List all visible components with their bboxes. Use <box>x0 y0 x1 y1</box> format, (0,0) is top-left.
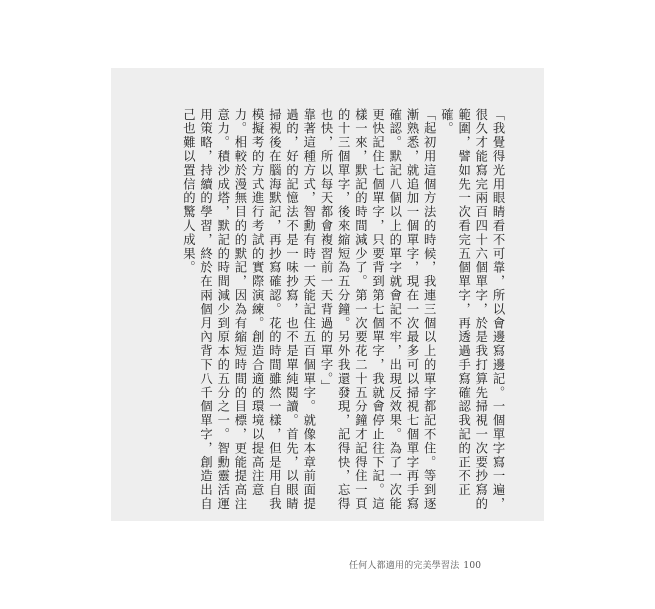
paragraph-2: 「起初用這個方法的時候，我連三個以上的單字都記不住。等到逐漸熟悉，就追加一個單字，現在一次最多可以掃視七個單字再手寫確認。默記八個以上的單字就會記不牢，出現反效果。為了一次能更快記住七個單字，只要背到第七個單字，我就會停止往下記。這樣一來，默記的時間減少了。第一次要花二十五分鐘才記得住一頁的十三個單字，後來縮短為五分鐘。另外我還發現，記得快，忘得也快，所以每天都會複習前一天背過的單字。」 <box>318 108 437 512</box>
page-panel <box>111 68 544 521</box>
body-text <box>179 108 506 520</box>
running-title: 任何人都適用的完美學習法 <box>349 561 460 571</box>
paragraph-1: 「我覺得光用眼睛看不可靠，所以會邊寫邊記。一個單字寫一遍，很久才能寫完兩百四十六個單字，於是我打算先掃視一次要抄寫的範圍，譬如先一次看完五個單字，再透過手寫確認我記的正不正確。 <box>439 108 505 512</box>
paragraph-3: 靠著這種方式，智勳有時一天能記住五百個單字。就像本章前面提過的，好的記憶法不是一味抄寫，也不是單純閱讀。首先，以眼睛掃視後在腦海默記，再抄寫確認。花的時間雖然一樣，但是用自我模擬考的方式進行考試的實際演練。創造合適的環境以提高注意力。相較於漫無目的的默記，因為有縮短時間的目標，更能提高注意力。積沙成塔，默記的時間減少到原本的五分之一。智勳靈活運用策略，持續的學習，終於在兩個月內背下八千個單字，創造出自己也難以置信的驚人成果。 <box>181 108 316 512</box>
page-number: 100 <box>463 561 482 571</box>
page-footer <box>349 558 481 571</box>
